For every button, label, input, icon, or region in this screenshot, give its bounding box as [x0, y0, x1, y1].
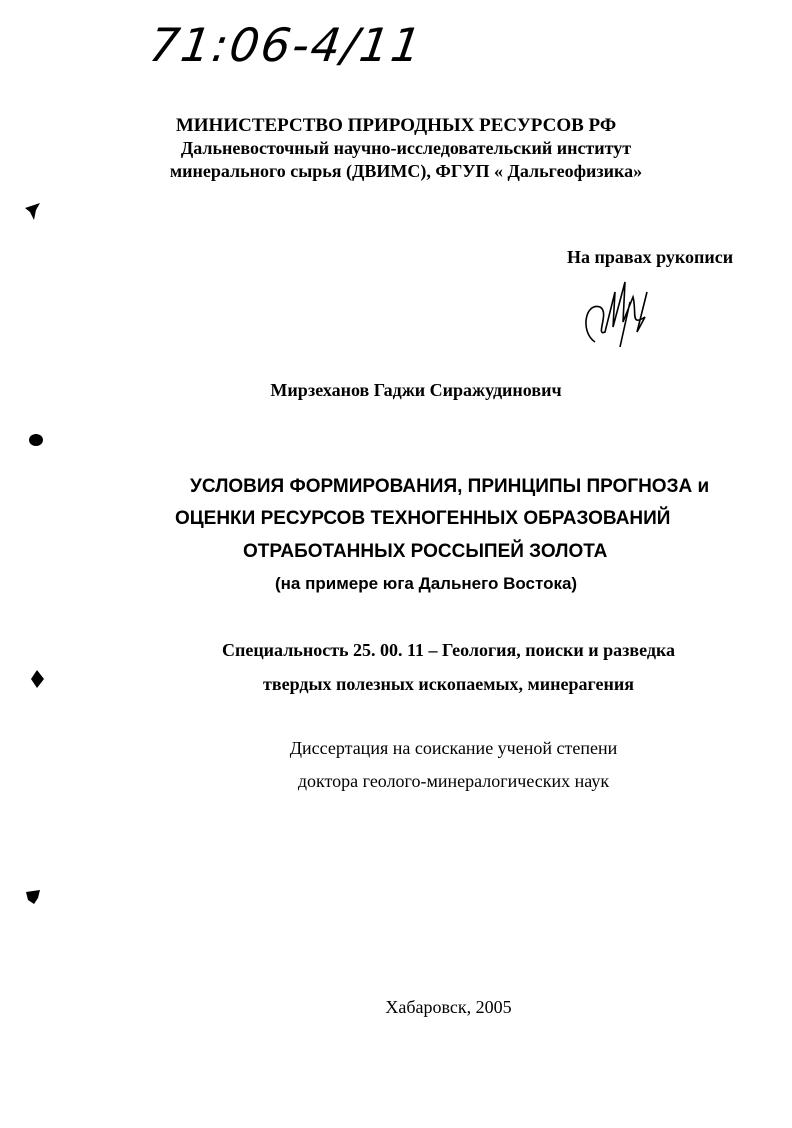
title-line-1: УСЛОВИЯ ФОРМИРОВАНИЯ, ПРИНЦИПЫ ПРОГНОЗА и [190, 476, 710, 497]
title-line-3: ОТРАБОТАННЫХ РОССЫПЕЙ ЗОЛОТА [243, 541, 608, 562]
specialty-line-1: Специальность 25. 00. 11 – Геология, поиски и разведка [221, 640, 676, 660]
title-subtitle: (на примере юга Дальнего Востока) [275, 574, 578, 593]
specialty-line-2: твердых полезных ископаемых, минерагения [263, 674, 634, 694]
degree-line-1: Диссертация на соискание ученой степени [289, 738, 618, 758]
scan-blot-mark [22, 200, 44, 222]
title-line-2: ОЦЕНКИ РЕСУРСОВ ТЕХНОГЕННЫХ ОБРАЗОВАНИЙ [175, 508, 671, 529]
author-name: Мирзеханов Гаджи Сиражудинович [270, 380, 562, 400]
scan-blot-mark [22, 886, 44, 908]
manuscript-note: На правах рукописи [567, 247, 734, 267]
handwritten-catalog-number: 71:06-4/11 [146, 18, 427, 72]
place-and-year: Хабаровск, 2005 [385, 997, 512, 1017]
degree-line-2: доктора геолого-минералогических наук [297, 771, 610, 791]
scan-blot-mark [27, 668, 47, 690]
institute-line-2: минерального сырья (ДВИМС), ФГУП « Дальгеофизика» [169, 161, 643, 181]
institute-line-1: Дальневосточный научно-исследовательский институт [180, 138, 632, 158]
ministry-heading: МИНИСТЕРСТВО ПРИРОДНЫХ РЕСУРСОВ РФ [175, 115, 617, 136]
signature [575, 272, 665, 352]
scan-blot-mark [26, 430, 46, 450]
